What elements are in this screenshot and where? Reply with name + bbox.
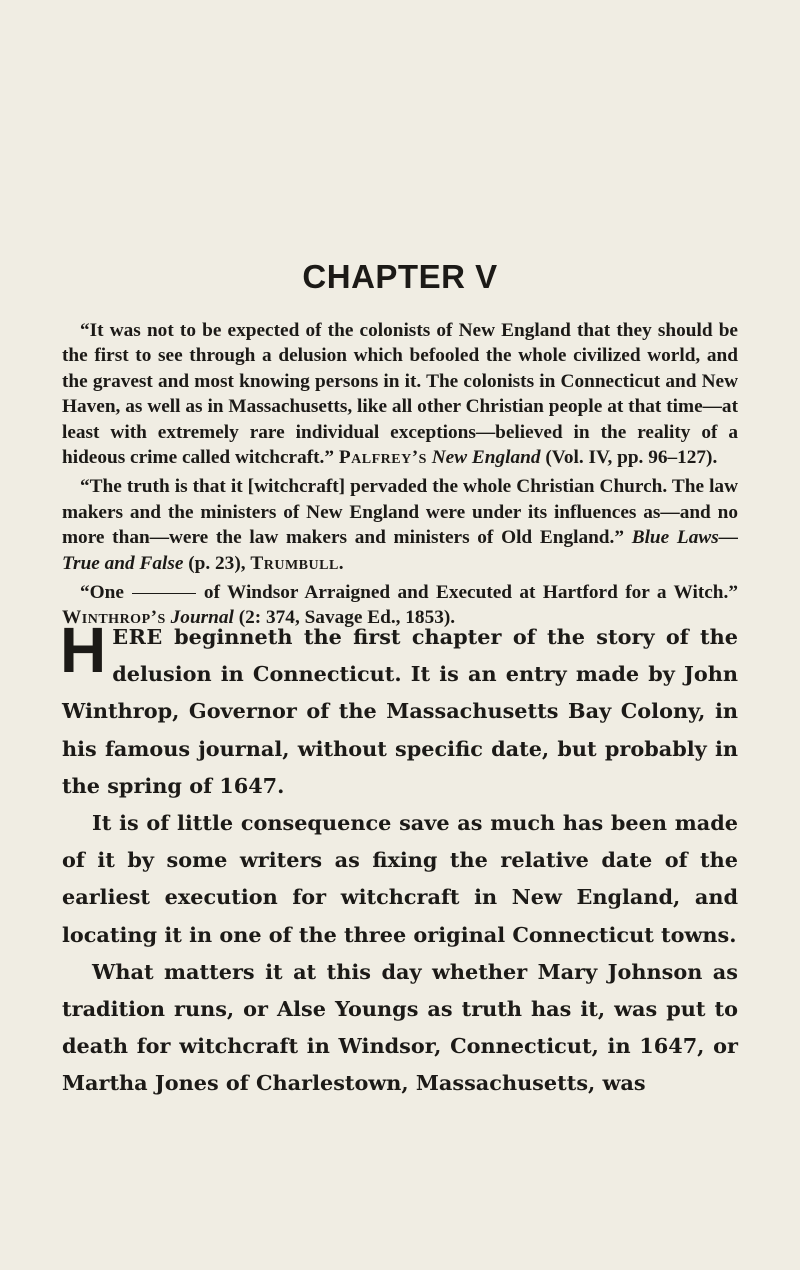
epigraph-ref: (2: 374, Savage Ed., 1853). <box>238 607 456 629</box>
epigraph-quote-end: of Windsor Arraigned and Executed at Hartford for a Witch.” <box>203 582 738 604</box>
epigraph-work: New England <box>431 447 541 469</box>
body-paragraph: What matters it at this day whether Mary Johnson as tradition runs, or Alse Youngs as truth has it, was put to death for witchcraft in Windsor, Connecticut, in 1647, or Martha Jones of Charlestown, Massachusetts, was <box>62 958 738 1096</box>
epigraph-palfrey <box>62 318 738 470</box>
epigraph-author: Palfrey’s <box>338 447 427 469</box>
epigraph-quote: “The truth is that it [witchcraft] pervaded the whole Christian Church. The law makers and the ministers of New England were under its influences as—and no more than—were the law makers and ministers of Old England.” <box>62 476 738 549</box>
chapter-title: CHAPTER V <box>302 258 498 295</box>
body-paragraph: It is of little consequence save as much has been made of it by some writers as fixing the relative date of the earliest execution for witchcraft in New England, and locating it in one of the three original Connecticut towns. <box>62 810 738 947</box>
epigraph-ref: (Vol. IV, pp. 96–127). <box>545 447 718 469</box>
epigraphs <box>62 318 738 631</box>
lead-caps: ERE <box>112 624 163 649</box>
drop-cap: H <box>60 614 107 686</box>
chapter-body <box>60 614 739 1102</box>
blank-name-rule <box>132 593 196 594</box>
epigraph-quote: “It was not to be expected of the colonists of New England that they should be the first to see through a delusion which befooled the whole civilized world, and the gravest and most knowing persons in it. The colonists in Connecticut and New Haven, as well as in Massachusetts, like all other Christian people at that time—at least with extremely rare individual exceptions—believed in the reality of a hideous crime called witchcraft.” <box>62 320 738 469</box>
paragraph-text: beginneth the first chapter of the story of the delusion in Connecticut. It is an entry made by John Winthrop, Governor of the Massachusetts Bay Colony, in his famous journal, without specific date, but probably in the spring of 1647. <box>62 624 739 798</box>
epigraph-work: Blue Laws—True and False <box>62 527 738 574</box>
epigraph-work: Journal <box>170 607 234 629</box>
body-paragraph <box>60 614 739 804</box>
epigraph-author: Winthrop’s <box>62 607 166 629</box>
epigraph-ref: (p. 23), <box>188 552 246 574</box>
epigraph-trumbull <box>62 474 738 576</box>
epigraph-quote-start: “One <box>80 582 124 604</box>
epigraph-author: Trumbull. <box>250 552 345 574</box>
